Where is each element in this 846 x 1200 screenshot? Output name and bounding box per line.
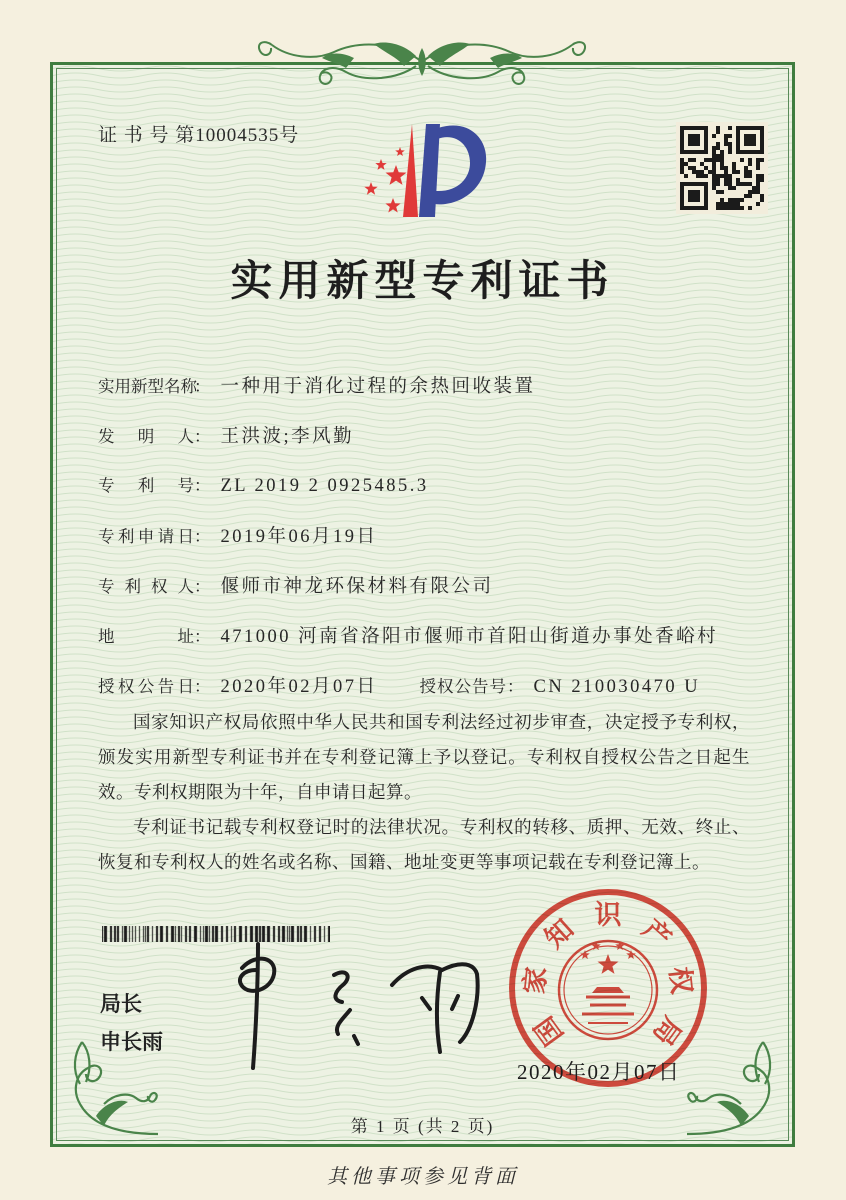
field-label: 地址 bbox=[98, 627, 194, 646]
cnipa-patent-logo bbox=[352, 112, 492, 224]
field-value: 王洪波;李风勤 bbox=[220, 427, 355, 447]
announce-number-group bbox=[420, 676, 701, 696]
field-label: 授权公告号 bbox=[419, 677, 508, 696]
field-row-grant-date bbox=[98, 672, 700, 698]
certificate-title: 实用新型专利证书 bbox=[230, 259, 615, 305]
director-name: 申长雨 bbox=[100, 1031, 163, 1054]
field-row-inventor bbox=[98, 422, 354, 448]
field-value: 2020年02月07日 bbox=[220, 677, 378, 697]
page-number: 第 1 页 (共 2 页) bbox=[350, 1117, 495, 1136]
field-value: 偃师市神龙环保材料有限公司 bbox=[220, 577, 494, 597]
svg-text:知: 知 bbox=[539, 913, 580, 954]
field-label: 实用新型名称 bbox=[98, 377, 197, 396]
seal-arc-text bbox=[519, 900, 697, 1051]
qr-code bbox=[676, 122, 768, 214]
field-label: 授权公告日 bbox=[98, 677, 194, 696]
top-flourish-ornament bbox=[232, 30, 612, 94]
legal-text-block bbox=[98, 705, 750, 880]
svg-text:权: 权 bbox=[664, 965, 697, 996]
field-value: 一种用于消化过程的余热回收装置 bbox=[220, 377, 536, 397]
colon-separator: ： bbox=[194, 527, 211, 546]
svg-text:国: 国 bbox=[528, 1011, 569, 1051]
colon-separator: ： bbox=[194, 427, 211, 446]
field-row-address bbox=[98, 622, 718, 648]
national-emblem-icon bbox=[559, 941, 657, 1039]
colon-separator: ： bbox=[194, 476, 211, 495]
field-label: 专利号 bbox=[98, 476, 194, 495]
colon-separator: ： bbox=[194, 677, 211, 696]
seal-date: 2020年02月07日 bbox=[517, 1060, 681, 1084]
field-value: CN 210030470 U bbox=[533, 677, 701, 697]
field-row-patentee bbox=[98, 572, 494, 598]
legal-paragraph-2: 专利证书记载专利权登记时的法律状况。专利权的转移、质押、无效、终止、恢复和专利权人的姓名或名称、国籍、地址变更等事项记载在专利登记簿上。 bbox=[98, 817, 750, 872]
colon-separator: ： bbox=[507, 677, 524, 696]
svg-text:局: 局 bbox=[647, 1011, 688, 1051]
colon-separator: ： bbox=[194, 627, 211, 646]
colon-separator: ： bbox=[194, 377, 211, 396]
field-label: 发明人 bbox=[98, 427, 194, 446]
field-value: ZL 2019 2 0925485.3 bbox=[220, 476, 429, 496]
field-row-patent-number bbox=[98, 472, 429, 498]
svg-text:家: 家 bbox=[519, 965, 552, 996]
field-row-filing-date bbox=[98, 522, 378, 548]
director-title: 局长 bbox=[100, 993, 142, 1016]
field-label: 专利申请日 bbox=[98, 527, 194, 546]
director-signature bbox=[222, 940, 482, 1070]
field-label: 专利权人 bbox=[98, 577, 194, 596]
field-value: 2019年06月19日 bbox=[220, 527, 378, 547]
field-row-utility-name bbox=[98, 372, 536, 398]
colon-separator: ： bbox=[194, 577, 211, 596]
svg-text:识: 识 bbox=[594, 900, 622, 930]
legal-paragraph-1: 国家知识产权局依照中华人民共和国专利法经过初步审查，决定授予专利权，颁发实用新型专利证书并在专利登记簿上予以登记。专利权自授权公告之日起生效。专利权期限为十年，自申请日起算。 bbox=[98, 712, 750, 802]
back-note: 其他事项参见背面 bbox=[327, 1166, 519, 1188]
logo-p-bowl bbox=[434, 126, 486, 205]
logo-stars-icon bbox=[364, 147, 406, 213]
certificate-number: 证 书 号 第10004535号 bbox=[98, 125, 300, 146]
field-value: 471000 河南省洛阳市偃师市首阳山街道办事处香峪村 bbox=[220, 627, 719, 647]
logo-wedge bbox=[403, 124, 418, 217]
svg-text:产: 产 bbox=[636, 913, 677, 954]
